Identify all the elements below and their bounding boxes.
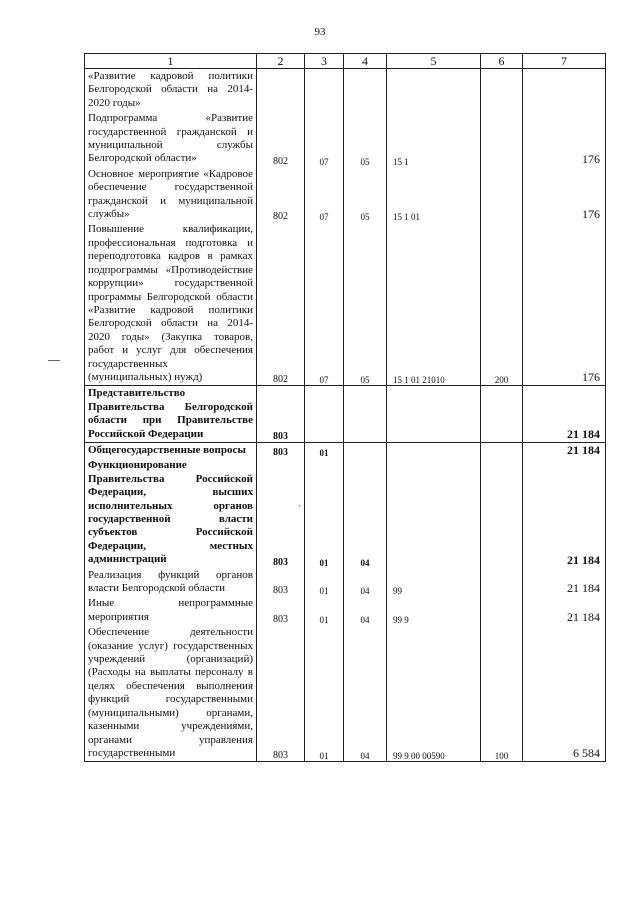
header-cell: 2 [257,54,305,69]
row-value-cell [481,458,523,567]
row-name-cell: Функционирование Правительства Российской Федерации, высших исполнительных органов государственной власти субъектов Российской Федерации, местных администраций [85,458,257,567]
table-row [85,222,606,385]
table-row [85,458,606,567]
row-value-cell [481,442,523,458]
row-value-cell: 21 184 [523,458,606,567]
row-name-cell: Обеспечение деятельности (оказание услуг) государственных учреждений (организаций) (Расходы на выплаты персоналу в целях обеспечения выполнения функций государственными (муниципальными) органами, казенными учреждениями, органами управления государственными [85,625,257,762]
row-value-cell: 99 9 00 00590 [387,625,481,762]
row-value-cell: 21 184 [523,386,606,443]
row-value-cell: 15 1 01 21010 [387,222,481,385]
row-value-cell [387,442,481,458]
row-value-cell: 15 1 01 [387,167,481,223]
stray-mark: ` [298,505,302,516]
row-value-cell [305,386,344,443]
row-value-cell: 05 [344,222,387,385]
row-value-cell: 176 [523,111,606,167]
header-row [85,54,606,69]
row-value-cell [481,568,523,597]
row-value-cell: 176 [523,222,606,385]
row-value-cell: 07 [305,111,344,167]
row-name-cell: Реализация функций органов власти Белгородской области [85,568,257,597]
row-name-cell: Повышение квалификации, профессиональная подготовка и переподготовка кадров в рамках подпрограммы «Противодействие коррупции» государственной программы Белгородской области «Развитие кадровой политики Белгородской области на 2014-2020 годы» (Закупка товаров, работ и услуг для обеспечения государственных (муниципальных) нужд) [85,222,257,385]
row-value-cell: 803 [257,596,305,625]
row-value-cell: 01 [305,442,344,458]
row-value-cell: 802 [257,167,305,223]
row-value-cell: 15 1 [387,111,481,167]
row-value-cell: 04 [344,568,387,597]
row-value-cell: 803 [257,442,305,458]
row-value-cell: 01 [305,596,344,625]
row-value-cell: 04 [344,596,387,625]
row-value-cell: 100 [481,625,523,762]
row-value-cell [387,386,481,443]
row-value-cell: 803 [257,568,305,597]
row-value-cell: 803 [257,458,305,567]
row-value-cell: 07 [305,167,344,223]
row-value-cell [481,596,523,625]
row-value-cell: 04 [344,458,387,567]
table-row [85,111,606,167]
row-value-cell: 200 [481,222,523,385]
table-row [85,69,606,112]
row-value-cell: 01 [305,625,344,762]
row-value-cell [481,167,523,223]
row-value-cell: 99 9 [387,596,481,625]
row-value-cell: 05 [344,111,387,167]
row-value-cell [305,69,344,112]
table-row [85,442,606,458]
row-value-cell [344,442,387,458]
row-value-cell [344,386,387,443]
row-value-cell: 176 [523,167,606,223]
row-name-cell: «Развитие кадровой политики Белгородской области на 2014-2020 годы» [85,69,257,112]
row-value-cell: 04 [344,625,387,762]
row-name-cell: Основное мероприятие «Кадровое обеспечение государственной гражданской и муниципальной службы» [85,167,257,223]
page-number: 93 [314,26,326,38]
row-value-cell: 21 184 [523,442,606,458]
row-value-cell: 21 184 [523,568,606,597]
table-row [85,596,606,625]
row-value-cell [523,69,606,112]
table-row [85,568,606,597]
row-value-cell [387,458,481,567]
header-cell: 7 [523,54,606,69]
budget-table [84,53,606,762]
row-name-cell: Иные непрограммные мероприятия [85,596,257,625]
row-value-cell [481,111,523,167]
row-value-cell: 07 [305,222,344,385]
header-cell: 3 [305,54,344,69]
row-value-cell: 21 184 [523,596,606,625]
row-value-cell: 6 584 [523,625,606,762]
row-value-cell [387,69,481,112]
row-value-cell [481,69,523,112]
row-value-cell: 05 [344,167,387,223]
margin-mark [48,360,60,361]
row-value-cell: 01 [305,568,344,597]
row-value-cell [344,69,387,112]
table-row [85,625,606,762]
header-cell: 6 [481,54,523,69]
row-value-cell: 01 [305,458,344,567]
header-cell: 4 [344,54,387,69]
row-value-cell: 802 [257,111,305,167]
header-cell: 5 [387,54,481,69]
row-name-cell: Подпрограмма «Развитие государственной гражданской и муниципальной службы Белгородской области» [85,111,257,167]
row-value-cell: 99 [387,568,481,597]
table-row [85,386,606,443]
row-name-cell: Общегосударственные вопросы [85,442,257,458]
row-value-cell: 803 [257,625,305,762]
row-name-cell: Представительство Правительства Белгородской области при Правительстве Российской Федерации [85,386,257,443]
header-cell: 1 [85,54,257,69]
table-row [85,167,606,223]
row-value-cell: 803 [257,386,305,443]
row-value-cell: 802 [257,222,305,385]
row-value-cell [481,386,523,443]
row-value-cell [257,69,305,112]
